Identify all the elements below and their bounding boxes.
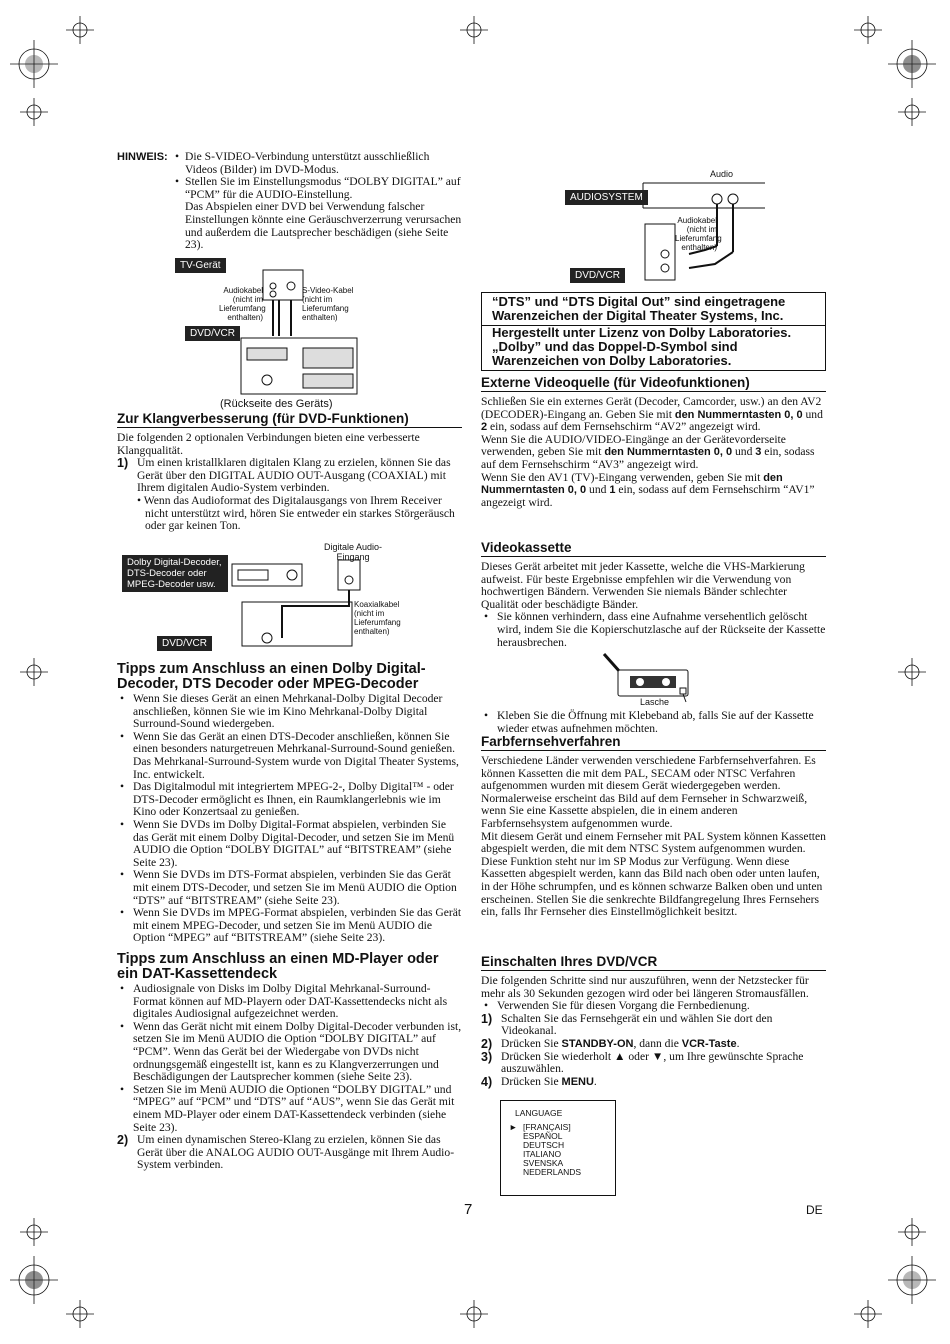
hinweis-note — [117, 151, 462, 252]
menu-option[interactable]: ITALIANO — [523, 1149, 562, 1159]
dvdvcr-label-2: DVD/VCR — [157, 636, 212, 651]
audio-cable-label-2: Audiokabel (nicht im Lieferumfang enthalten) — [675, 216, 722, 252]
list-item: • Wenn das Gerät nicht mit einem Dolby Digital-Decoder verbunden ist, setzen Sie im Menü AUDIO die Option “DOLBY DIGITAL” auf “PCM”. Wenn das Gerät bei der Wiedergabe von DVDs nicht ordnungsgemäß eingestellt ist, kann es zu Klangverzerrungen und Beschädigungen der Lautsprecher kommen (siehe Seite 23). — [117, 1021, 462, 1084]
menu-cursor-icon: ► — [509, 1122, 518, 1132]
list-item: • Audiosignale von Disks im Dolby Digital Mehrkanal-Surround-Format können auf MD-Playern oder DAT-Kassettendecks nicht als digitales Audiosignal aufgezeichnet werden. — [117, 983, 462, 1021]
einschalten-intro: Die folgenden Schritte sind nur auszuführen, wenn der Netzstecker für mehr als 30 Sekunden gezogen wird oder bei längeren Stromausfällen. — [481, 974, 809, 1000]
menu-option[interactable]: SVENSKA — [523, 1158, 564, 1168]
klang-title: Zur Klangverbesserung (für DVD-Funktionen) — [117, 412, 462, 428]
audio-cable-label: Audiokabel (nicht im Lieferumfang enthalten) — [219, 286, 266, 322]
dts-notice: “DTS” und “DTS Digital Out” sind eingetragene Warenzeichen der Digital Theater Systems, Inc. — [481, 292, 826, 326]
tipps1-list — [117, 693, 462, 945]
audiosystem-label: AUDIOSYSTEM — [565, 190, 648, 205]
list-item: • Wenn Sie DVDs im DTS-Format abspielen, verbinden Sie das Gerät mit einem DTS-Decoder, und setzen Sie im Menü AUDIO die Option “DTS” auf “BITSTREAM” (siehe Seite 23). — [117, 869, 462, 907]
dvdvcr-label-3: DVD/VCR — [570, 268, 625, 283]
coax-label: Koaxialkabel (nicht im Lieferumfang enthalten) — [354, 600, 401, 636]
language-code: DE — [806, 1203, 823, 1217]
menu-option[interactable]: DEUTSCH — [523, 1140, 565, 1150]
language-menu-title: LANGUAGE — [515, 1108, 563, 1118]
hinweis-bullet-2: • Stellen Sie im Einstellungsmodus “DOLBY DIGITAL” auf “PCM” für die AUDIO-Einstellung. — [175, 175, 461, 201]
hinweis-label: HINWEIS: — [117, 151, 168, 163]
kassette-p: Dieses Gerät arbeitet mit jeder Kassette, welche die VHS-Markierung aufweist. Für beste Ergebnisse empfehlen wir die Verwendung von hochwertigen Bändern. Verwenden Sie niemals Bänder schlechter Qualität oder beschädigte Bänder. — [481, 560, 805, 611]
tipps1-title: Tipps zum Anschluss an einen Dolby Digital-Decoder, DTS Decoder oder MPEG-Decoder — [117, 661, 426, 692]
extern-p3: Wenn Sie den AV1 (TV)-Eingang verwenden, geben Sie mit den Nummerntasten 0, 0 und 1 ein, sodass auf dem Fernsehschirm “AV1” angezeigt wird. — [481, 470, 815, 509]
tv-label: TV-Gerät — [175, 258, 226, 273]
section-klang — [117, 412, 462, 533]
figure-decoder-connection — [122, 540, 422, 650]
list-item: • Wenn Sie dieses Gerät an einen Mehrkanal-Dolby Digital Decoder anschließen, können Sie wie im Kino Mehrkanal-Dolby Digital Surround-Sound wiedergeben. — [117, 693, 462, 731]
einschalten-step-1: 1) Schalten Sie das Fernsehgerät ein und wählen Sie dort den Videokanal. — [481, 1011, 773, 1038]
dvdvcr-label: DVD/VCR — [185, 326, 240, 341]
section-tipps-decoder — [117, 662, 462, 945]
lasche-label: Lasche — [640, 697, 670, 707]
tipps2-title: Tipps zum Anschluss an einen MD-Player oder ein DAT-Kassettendeck — [117, 951, 439, 982]
list-item: • Wenn Sie DVDs im MPEG-Format abspielen, verbinden Sie das Gerät mit einem MPEG-Decoder, und setzen Sie im Menü AUDIO die Option “MPEG” auf “BITSTREAM” (siehe Seite 23). — [117, 907, 462, 945]
hinweis-bullet-1: • Die S-VIDEO-Verbindung unterstützt ausschließlich Videos (Bilder) im DVD-Modus. — [175, 150, 430, 176]
kassette-bullet-1: • Sie können verhindern, dass eine Aufnahme versehentlich gelöscht wird, indem Sie die Kopierschutzlasche auf der Rückseite der Kassette herausbrechen. — [481, 611, 826, 649]
audio-label: Audio — [710, 169, 734, 179]
language-options — [523, 1123, 581, 1177]
menu-option[interactable]: NEDERLANDS — [523, 1167, 582, 1177]
menu-option[interactable]: ESPAÑOL — [523, 1131, 563, 1141]
einschalten-step-4: 4) Drücken Sie MENU. — [481, 1074, 597, 1089]
section-farb — [481, 735, 826, 919]
list-item: • Setzen Sie im Menü AUDIO die Optionen “DOLBY DIGITAL” und “MPEG” auf “PCM” und “DTS” auf “AUS”, wenn Sie das Gerät mit einem MD-Player oder einem DAT-Kassettendeck verbinden (siehe Seite 23). — [117, 1084, 462, 1134]
klang-step-1-sub: • Wenn das Audioformat des Digitalausgangs von Ihrem Receiver nicht unterstützt wird, hören Sie entweder ein starkes Störgeräusch oder gar keinen Ton. — [137, 493, 455, 533]
hinweis-bullet-2-cont: Das Abspielen einer DVD bei Verwendung falscher Einstellungen könnte eine Geräuschverzerrung verursachen und außerdem die Lautsprecher beschädigen (siehe Seite 23). — [185, 200, 462, 252]
section-tipps-md — [117, 952, 462, 1172]
klang-step-1: 1) Um einen kristallklaren digitalen Klang zu erzielen, können Sie das Gerät über den DIGITAL AUDIO OUT-Ausgang (COAXIAL) mit Ihrem digitalen Audio-System verbinden. — [117, 456, 451, 495]
digital-in-label: Digitale Audio-Eingang — [323, 542, 383, 562]
menu-option[interactable]: [FRANÇAIS] — [523, 1122, 571, 1132]
tipps2-step-2: 2) Um einen dynamischen Stereo-Klang zu erzielen, können Sie das Gerät über die ANALOG AUDIO OUT-Ausgänge mit Ihrem Audio-System verbinden. — [117, 1133, 455, 1172]
language-menu — [500, 1100, 616, 1196]
farb-p1: Verschiedene Länder verwenden verschiedene Farbfernsehverfahren. Es können Kassetten die mit dem PAL, SECAM oder NTSC Verfahren aufgenommen wurden mit diesem Gerät wiedergegeben werden. Normalerweise erscheint das Bild auf dem Fernseher in Schwarzweiß, wenn Sie eine Kassette abspielen, die in einem anderen Farbfernsehsystem aufgenommen wurde. — [481, 754, 816, 830]
farb-title: Farbfernsehverfahren — [481, 735, 826, 751]
kassette-bullet-2: • Kleben Sie die Öffnung mit Klebeband ab, falls Sie auf der Kassette wieder etwas aufnehmen möchten. — [481, 710, 826, 735]
decoder-label: Dolby Digital-Decoder, DTS-Decoder oder MPEG-Decoder usw. — [122, 555, 228, 592]
klang-intro: Die folgenden 2 optionalen Verbindungen bieten eine verbesserte Klangqualität. — [117, 431, 420, 457]
section-kassette — [481, 541, 826, 649]
figure-cassette — [596, 650, 706, 710]
tipps2-list — [117, 983, 462, 1134]
extern-p2: Wenn Sie die AUDIO/VIDEO-Eingänge an der Gerätevorderseite verwenden, geben Sie mit den Nummerntasten 0, 0 und 3 ein, sodass auf dem Fernsehschirm “AV3” angezeigt wird. — [481, 432, 815, 471]
einschalten-step-3: 3) Drücken Sie wiederholt ▲ oder ▼, um Ihre gewünschte Sprache auszuwählen. — [481, 1049, 804, 1076]
einschalten-bullet: • Verwenden Sie für diesen Vorgang die Fernbedienung. — [481, 1000, 826, 1013]
svideo-cable-label: S-Video-Kabel (nicht im Lieferumfang enthalten) — [302, 286, 354, 322]
figure-audiosystem-connection — [565, 168, 765, 286]
figure-tv-connection — [175, 256, 365, 411]
einschalten-title: Einschalten Ihres DVD/VCR — [481, 955, 826, 971]
list-item: • Das Digitalmodul mit integriertem MPEG-2-, Dolby Digital™ - oder DTS-Decoder ermöglicht es Ihnen, ein Raumklangerlebnis wie im Kino oder Konzertsaal zu genießen. — [117, 781, 462, 819]
einschalten-step-2: 2) Drücken Sie STANDBY-ON, dann die VCR-Taste. — [481, 1036, 740, 1051]
list-item: • Wenn Sie das Gerät an einen DTS-Decoder anschließen, können Sie einen besonders naturgetreuen Mehrkanal-Surround-Sound genießen. Das Mehrkanal-Surround-System wurde von Digital Theater Systems, Inc. entwickelt. — [117, 731, 462, 781]
section-einschalten — [481, 955, 826, 1088]
list-item: • Wenn Sie DVDs im Dolby Digital-Format abspielen, verbinden Sie das Gerät mit einem Dolby Digital-Decoder, und setzen Sie im Menü AUDIO die Option “DOLBY DIGITAL” auf “BITSTREAM” (siehe Seite 23). — [117, 819, 462, 869]
figure-caption: (Rückseite des Geräts) — [220, 398, 333, 410]
page-number: 7 — [464, 1201, 473, 1218]
farb-p2: Mit diesem Gerät und einem Fernseher mit PAL System können Kassetten abgespielt werden, die mit dem NTSC System aufgenommen wurden. Diese Funktion steht nur im SP Modus zur Verfügung. Wenn diese Kassetten abgespielt werden, kann das Bild nach oben oder unten laufen, in der Höhe schrumpfen, und es können schwarze Balken oben und unten erscheinen. Stellen Sie die senkrechte Bildfangregelung Ihres Fernsehers ein, falls Ihr Fernseher dies Einstellmöglichkeit besitzt. — [481, 829, 826, 919]
extern-title: Externe Videoquelle (für Videofunktionen) — [481, 376, 826, 392]
section-extern — [481, 376, 826, 509]
kassette-bullet-2-wrap — [481, 710, 826, 735]
extern-p1: Schließen Sie ein externes Gerät (Decoder, Camcorder, usw.) an den AV2 (DECODER)-Eingang an. Geben Sie mit den Nummerntasten 0, 0 und 2 ein, sodass auf dem Fernsehschirm “AV2” angezeigt wird. — [481, 395, 823, 434]
dolby-notice: Hergestellt unter Lizenz von Dolby Laboratories. „Dolby” und das Doppel-D-Symbol sind Warenzeichen von Dolby Laboratories. — [481, 324, 826, 371]
kassette-title: Videokassette — [481, 541, 826, 557]
